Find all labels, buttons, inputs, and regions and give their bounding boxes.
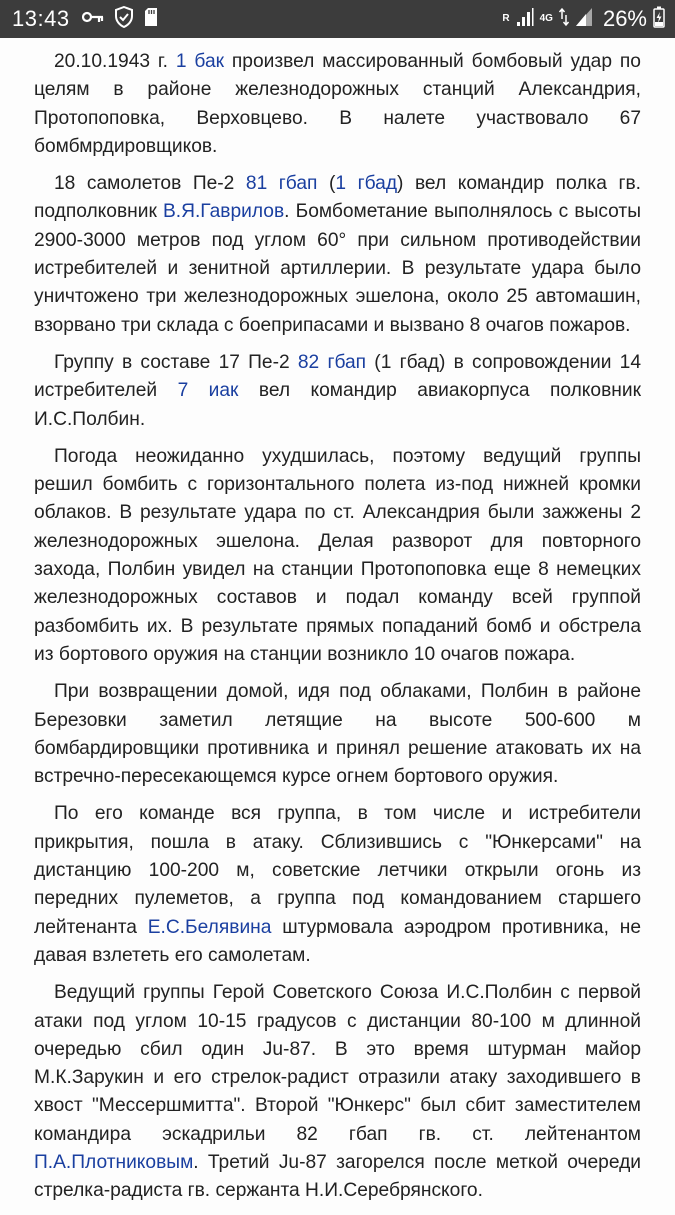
text: (1 гбад) в сопровождении 14 истребителей: [34, 351, 641, 402]
clock: 13:43: [12, 6, 70, 31]
text: (: [317, 173, 336, 195]
battery-percent: 26%: [602, 6, 647, 31]
battery-charging-icon: [653, 6, 665, 33]
paragraph-4: Погода неожиданно ухудшилась, поэтому ведущий группы решил бомбить с горизонтального полета из-под нижней кромки облаков. В результате удара по ст. Александрия были зажжены 2 железнодорожных эшелона. Делая разворот для повторного захода, Полбин увидел на станции Протопоповка еще 8 немецких железнодорожных составов и подал команду всей группой разбомбить их. В результате прямых попаданий бомб и обстрела из бортового оружия на станции возникло 10 очагов пожара.: [34, 445, 641, 665]
link-81-gbap[interactable]: 81 гбап: [245, 173, 318, 195]
link-plotnikov[interactable]: П.А.Плотниковым: [34, 1151, 194, 1173]
data-arrows-icon: [559, 7, 569, 32]
link-1-bak[interactable]: 1 бак: [175, 51, 225, 72]
text: 18 самолетов Пе-2: [54, 173, 246, 195]
status-bar: [0, 0, 675, 38]
signal-icon: [516, 7, 534, 32]
paragraph-5: При возвращении домой, идя под облаками, Полбин в районе Березовки заметил летящие на высоте 500-600 м бомбардировщики противника и принял решение атаковать их на встречно-пересекающемся курсе огнем бортового оружия.: [34, 681, 641, 788]
paragraph-7: [34, 979, 641, 1205]
link-belyavin[interactable]: Е.С.Белявина: [147, 916, 272, 938]
text: штурмовала аэродром противника, не давая взлететь его самолетам.: [34, 916, 641, 966]
key-icon: [82, 10, 104, 29]
text: По его команде вся группа, в том числе и истребители прикрытия, пошла в атаку. Сблизившись с "Юнкерсами" на дистанцию 100-200 м, советские летчики открыли огонь из передних пулеметов, а группа под командованием старшего лейтенанта: [34, 803, 641, 938]
roaming-indicator: R: [502, 13, 510, 24]
text: ) вел командир полка гв. подполковник: [34, 173, 641, 223]
notification-icons: [82, 6, 158, 33]
link-gavrilov[interactable]: В.Я.Гаврилов: [162, 201, 285, 223]
link-7-iak[interactable]: 7 иак: [177, 380, 239, 402]
system-icons: [502, 6, 665, 33]
paragraph-1: [34, 48, 641, 161]
paragraph-2: [34, 170, 641, 340]
link-1-gbad[interactable]: 1 гбад: [335, 173, 398, 195]
signal-icon-2: [575, 7, 593, 32]
text: 20.10.1943 г.: [54, 51, 176, 72]
text: . Третий Ju-87 загорелся после меткой очереди стрелка-радиста гв. сержанта Н.И.Серебрянского.: [34, 1151, 641, 1202]
link-82-gbap[interactable]: 82 гбап: [297, 351, 367, 373]
paragraph-3: [34, 349, 641, 434]
text: . Бомбометание выполнялось с высоты 2900-3000 метров под углом 60° при сильном противодействии истребителей и зенитной артиллерии. В результате удара было уничтожено три железнодорожных эшелона, около 25 автомашин, взорвано три склада с боеприпасами и вызвано 8 очагов пожаров.: [34, 201, 642, 336]
network-type: 4G: [539, 13, 553, 24]
sd-card-icon: [144, 7, 158, 32]
text: произвел массированный бомбовый удар по целям в районе железнодорожных станций Александрия, Протопоповка, Верховцево. В налете участвовало 67 бомбмрдировщиков.: [34, 51, 641, 157]
text: вел командир авиакорпуса полковник И.С.Полбин.: [34, 380, 641, 430]
text: Ведущий группы Герой Советского Союза И.С.Полбин с первой атаки под углом 10-15 градусов с дистанции 80-100 м длинной очередью сбил один Ju-87. В это время штурман майор М.К.Зарукин и его стрелок-радист отразили атаку заходившего в хвост "Мессершмитта". Второй "Юнкерс" был сбит заместителем командира эскадрильи 82 гбап гв. ст. лейтенантом: [34, 982, 641, 1145]
article-content: [0, 48, 675, 1215]
text: Группу в составе 17 Пе-2: [54, 351, 298, 373]
shield-icon: [114, 6, 134, 33]
paragraph-6: [34, 800, 641, 970]
